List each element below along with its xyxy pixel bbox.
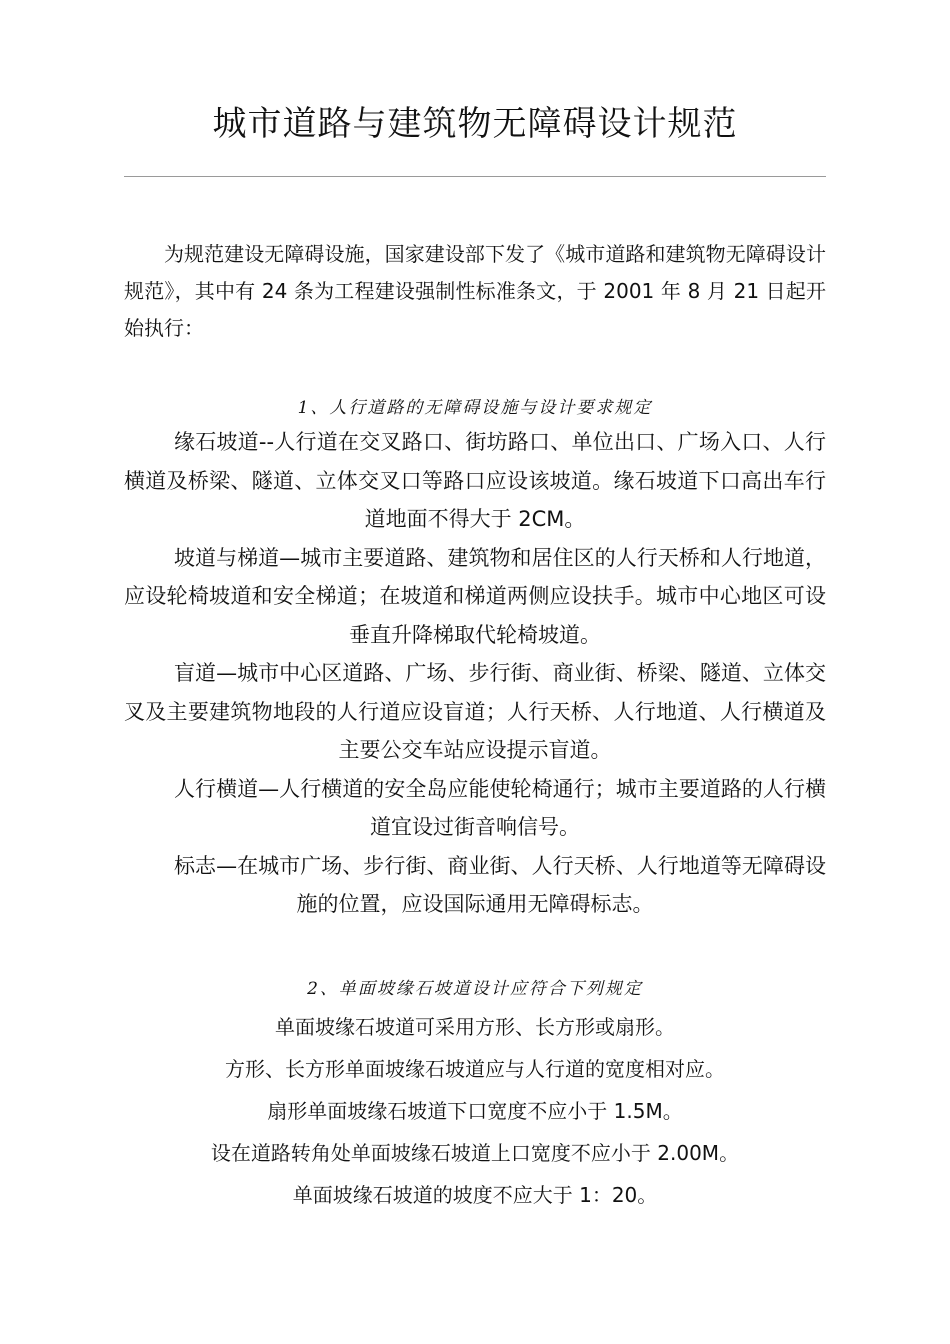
list-item: 设在道路转角处单面坡缘石坡道上口宽度不应小于 2.00M。 xyxy=(210,1141,740,1165)
list-item: 单面坡缘石坡道可采用方形、长方形或扇形。 xyxy=(275,1015,675,1039)
list-item: 方形、长方形单面坡缘石坡道应与人行道的宽度相对应。 xyxy=(225,1057,725,1081)
paragraph-curb-ramp: 缘石坡道--人行道在交叉路口、街坊路口、单位出口、广场入口、人行横道及桥梁、隧道、立体交叉口等路口应设该坡道。缘石坡道下口高出车行道地面不得大于 2CM。 xyxy=(124,430,826,531)
section-1-heading: 1、人行道路的无障碍设施与设计要求规定 xyxy=(297,398,653,418)
intro-paragraph: 为规范建设无障碍设施，国家建设部下发了《城市道路和建筑物无障碍设计规范》，其中有 24 条为工程建设强制性标准条文，于 2001 年 8 月 21 日起开始执行： xyxy=(124,242,826,340)
section-2-heading: 2、单面坡缘石坡道设计应符合下列规定 xyxy=(307,979,643,999)
paragraph-crosswalk: 人行横道—人行横道的安全岛应能使轮椅通行；城市主要道路的人行横道宜设过街音响信号。 xyxy=(174,776,826,839)
document-title: 城市道路与建筑物无障碍设计规范 xyxy=(212,104,738,144)
intro-block xyxy=(124,236,826,347)
list-item: 扇形单面坡缘石坡道下口宽度不应小于 1.5M。 xyxy=(267,1099,683,1123)
section-1-body xyxy=(124,423,826,924)
list-item: 单面坡缘石坡道的坡度不应大于 1：20。 xyxy=(292,1183,658,1207)
title-divider xyxy=(124,176,826,177)
paragraph-tactile-paving: 盲道—城市中心区道路、广场、步行街、商业街、桥梁、隧道、立体交叉及主要建筑物地段的人行道应设盲道；人行天桥、人行地道、人行横道及主要公交车站应设提示盲道。 xyxy=(124,661,826,762)
section-2-list xyxy=(124,1006,826,1216)
paragraph-ramp-stairs: 坡道与梯道—城市主要道路、建筑物和居住区的人行天桥和人行地道，应设轮椅坡道和安全梯道；在坡道和梯道两侧应设扶手。城市中心地区可设垂直升降梯取代轮椅坡道。 xyxy=(124,545,826,647)
paragraph-signage: 标志—在城市广场、步行街、商业街、人行天桥、人行地道等无障碍设施的位置，应设国际通用无障碍标志。 xyxy=(174,853,826,916)
